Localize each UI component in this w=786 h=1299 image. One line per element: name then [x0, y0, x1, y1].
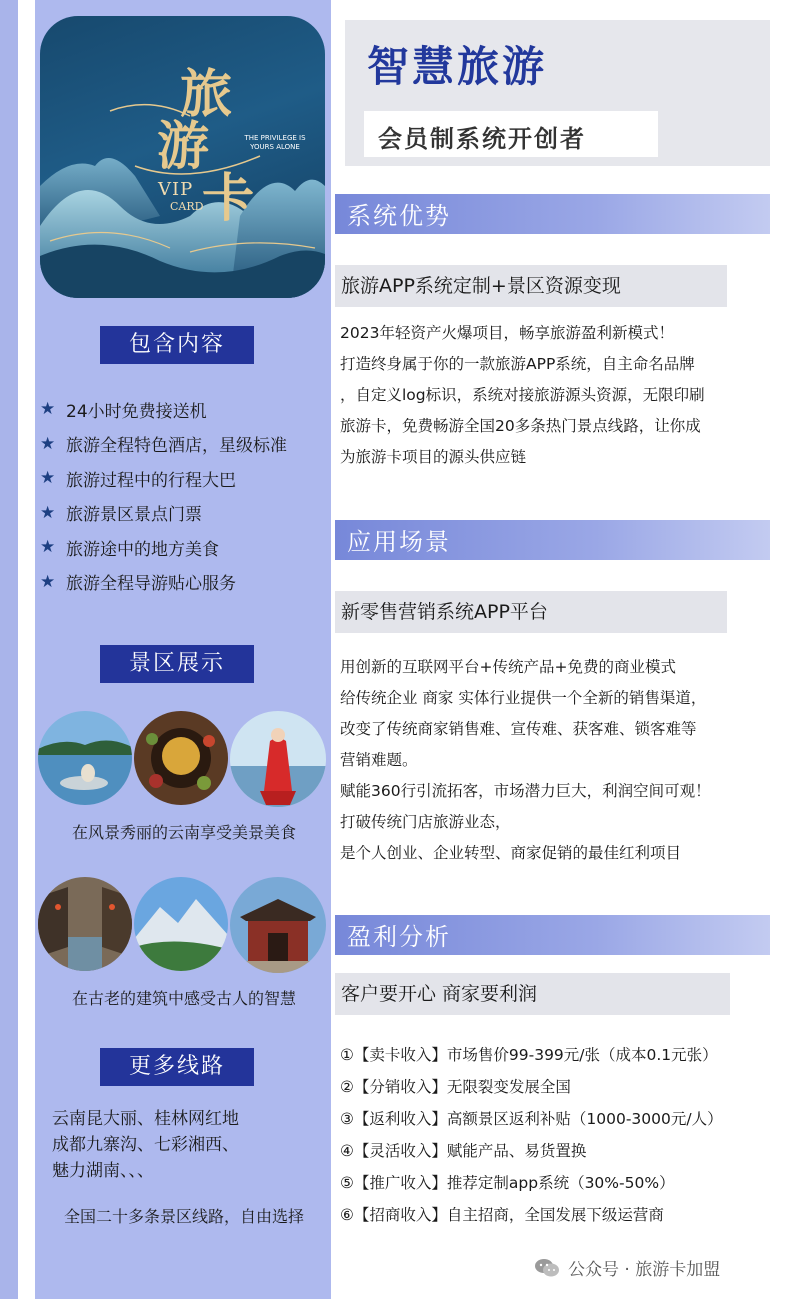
include-label: 旅游全程特色酒店，星级标准	[66, 436, 287, 457]
scenarios-header	[335, 520, 770, 560]
text-line: 打造终身属于你的一款旅游APP系统，自主命名品牌	[340, 355, 695, 373]
advantages-title: 系统优势	[347, 202, 451, 230]
include-label: 旅游过程中的行程大巴	[66, 470, 236, 491]
vip-card-image	[40, 16, 325, 298]
list-item	[40, 530, 330, 565]
text-line: 2023年轻资产火爆项目，畅享旅游盈利新模式！	[340, 324, 674, 342]
includes-list	[40, 392, 330, 599]
scenic-caption-2: 在古老的建筑中感受古人的智慧	[71, 989, 296, 1008]
profit-list	[340, 1039, 723, 1231]
list-item: ②【分销收入】无限裂变发展全国	[340, 1078, 571, 1096]
wechat-watermark	[534, 1255, 720, 1280]
text-line: 为旅游卡项目的源头供应链	[340, 448, 527, 466]
list-item	[40, 496, 330, 531]
star-icon: ★	[40, 537, 56, 558]
includes-title: 包含内容	[100, 326, 254, 364]
text-line: 改变了传统商家销售难、宣传难、获客难、锁客难等	[340, 720, 697, 738]
profit-subtitle: 客户要开心 商家要利润	[341, 983, 538, 1005]
list-item	[40, 565, 330, 600]
advantages-header	[335, 194, 770, 234]
star-icon: ★	[40, 433, 56, 454]
advantages-subtitle: 旅游APP系统定制+景区资源变现	[341, 275, 621, 297]
routes-title: 更多线路	[100, 1048, 254, 1086]
list-item	[40, 392, 330, 427]
star-icon: ★	[40, 502, 56, 523]
vip-card-char-2: 游	[157, 116, 210, 177]
star-icon: ★	[40, 571, 56, 592]
scenic-title: 景区展示	[100, 645, 254, 683]
vip-card-card-text: CARD	[170, 200, 204, 213]
profit-title: 盈利分析	[347, 923, 451, 951]
text-line: 赋能360行引流拓客，市场潜力巨大，利润空间可观！	[340, 782, 711, 800]
list-item: ⑤【推广收入】推荐定制app系统（30%-50%）	[340, 1174, 675, 1192]
star-icon: ★	[40, 468, 56, 489]
gate-photo	[230, 877, 326, 973]
text-line: 给传统企业 商家 实体行业提供一个全新的销售渠道，	[340, 689, 707, 707]
text-line: 旅游卡，免费畅游全国20多条热门景点线路，让你成	[340, 417, 701, 435]
include-label: 24小时免费接送机	[66, 401, 207, 422]
route-line: 魅力湖南、、、	[52, 1161, 154, 1181]
list-item: ④【灵活收入】赋能产品、易货置换	[340, 1142, 587, 1160]
include-label: 旅游全程导游贴心服务	[66, 574, 236, 595]
list-item: ①【卖卡收入】市场售价99-399元/张（成本0.1元张）	[340, 1046, 718, 1064]
lake-photo	[38, 711, 132, 805]
list-item: ③【返利收入】高额景区返利补贴（1000-3000元/人）	[340, 1110, 723, 1128]
text-line: 营销难题。	[340, 751, 418, 769]
woman-photo	[230, 711, 326, 807]
advantages-text	[340, 318, 705, 473]
star-icon: ★	[40, 399, 56, 420]
routes-list	[52, 1106, 239, 1184]
page-subtitle: 会员制系统开创者	[378, 125, 586, 153]
route-line: 成都九寨沟、七彩湘西、	[52, 1135, 239, 1155]
vip-card-char-1: 旅	[180, 64, 233, 125]
wechat-icon	[534, 1258, 560, 1278]
text-line: 是个人创业、企业转型、商家促销的最佳红利项目	[340, 844, 682, 862]
text-line: ，自定义log标识，系统对接旅游源头资源，无限印刷	[340, 386, 705, 404]
old-town-photo	[38, 877, 132, 971]
text-line: 打破传统门店旅游业态，	[340, 813, 511, 831]
scenarios-subhead	[335, 591, 727, 633]
mountain-photo	[134, 877, 228, 971]
scenic-caption-1: 在风景秀丽的云南享受美景美食	[71, 823, 296, 842]
vip-card-char-3: 卡	[202, 168, 255, 229]
vip-card-vip-text: VIP	[158, 179, 194, 200]
page-title: 智慧旅游	[367, 42, 548, 91]
scenarios-text	[340, 652, 711, 869]
list-item	[40, 461, 330, 496]
scenarios-subtitle: 新零售营销系统APP平台	[341, 601, 548, 623]
list-item	[40, 427, 330, 462]
food-photo	[134, 711, 228, 805]
vip-card-privilege-text: THE PRIVILEGE IS YOURS ALONE	[244, 134, 306, 151]
include-label: 旅游景区景点门票	[66, 505, 202, 526]
list-item: ⑥【招商收入】自主招商，全国发展下级运营商	[340, 1206, 664, 1224]
watermark-text: 公众号 · 旅游卡加盟	[568, 1260, 721, 1280]
text-line: 用创新的互联网平台+传统产品+免费的商业模式	[340, 658, 676, 676]
scenarios-title: 应用场景	[347, 528, 451, 556]
profit-header	[335, 915, 770, 955]
route-line: 云南昆大丽、桂林网红地	[52, 1109, 239, 1129]
profit-subhead	[335, 973, 730, 1015]
left-edge-strip	[0, 0, 18, 1299]
advantages-subhead	[335, 265, 727, 307]
include-label: 旅游途中的地方美食	[66, 539, 219, 560]
routes-all-text: 全国二十多条景区线路，自由选择	[63, 1207, 304, 1226]
